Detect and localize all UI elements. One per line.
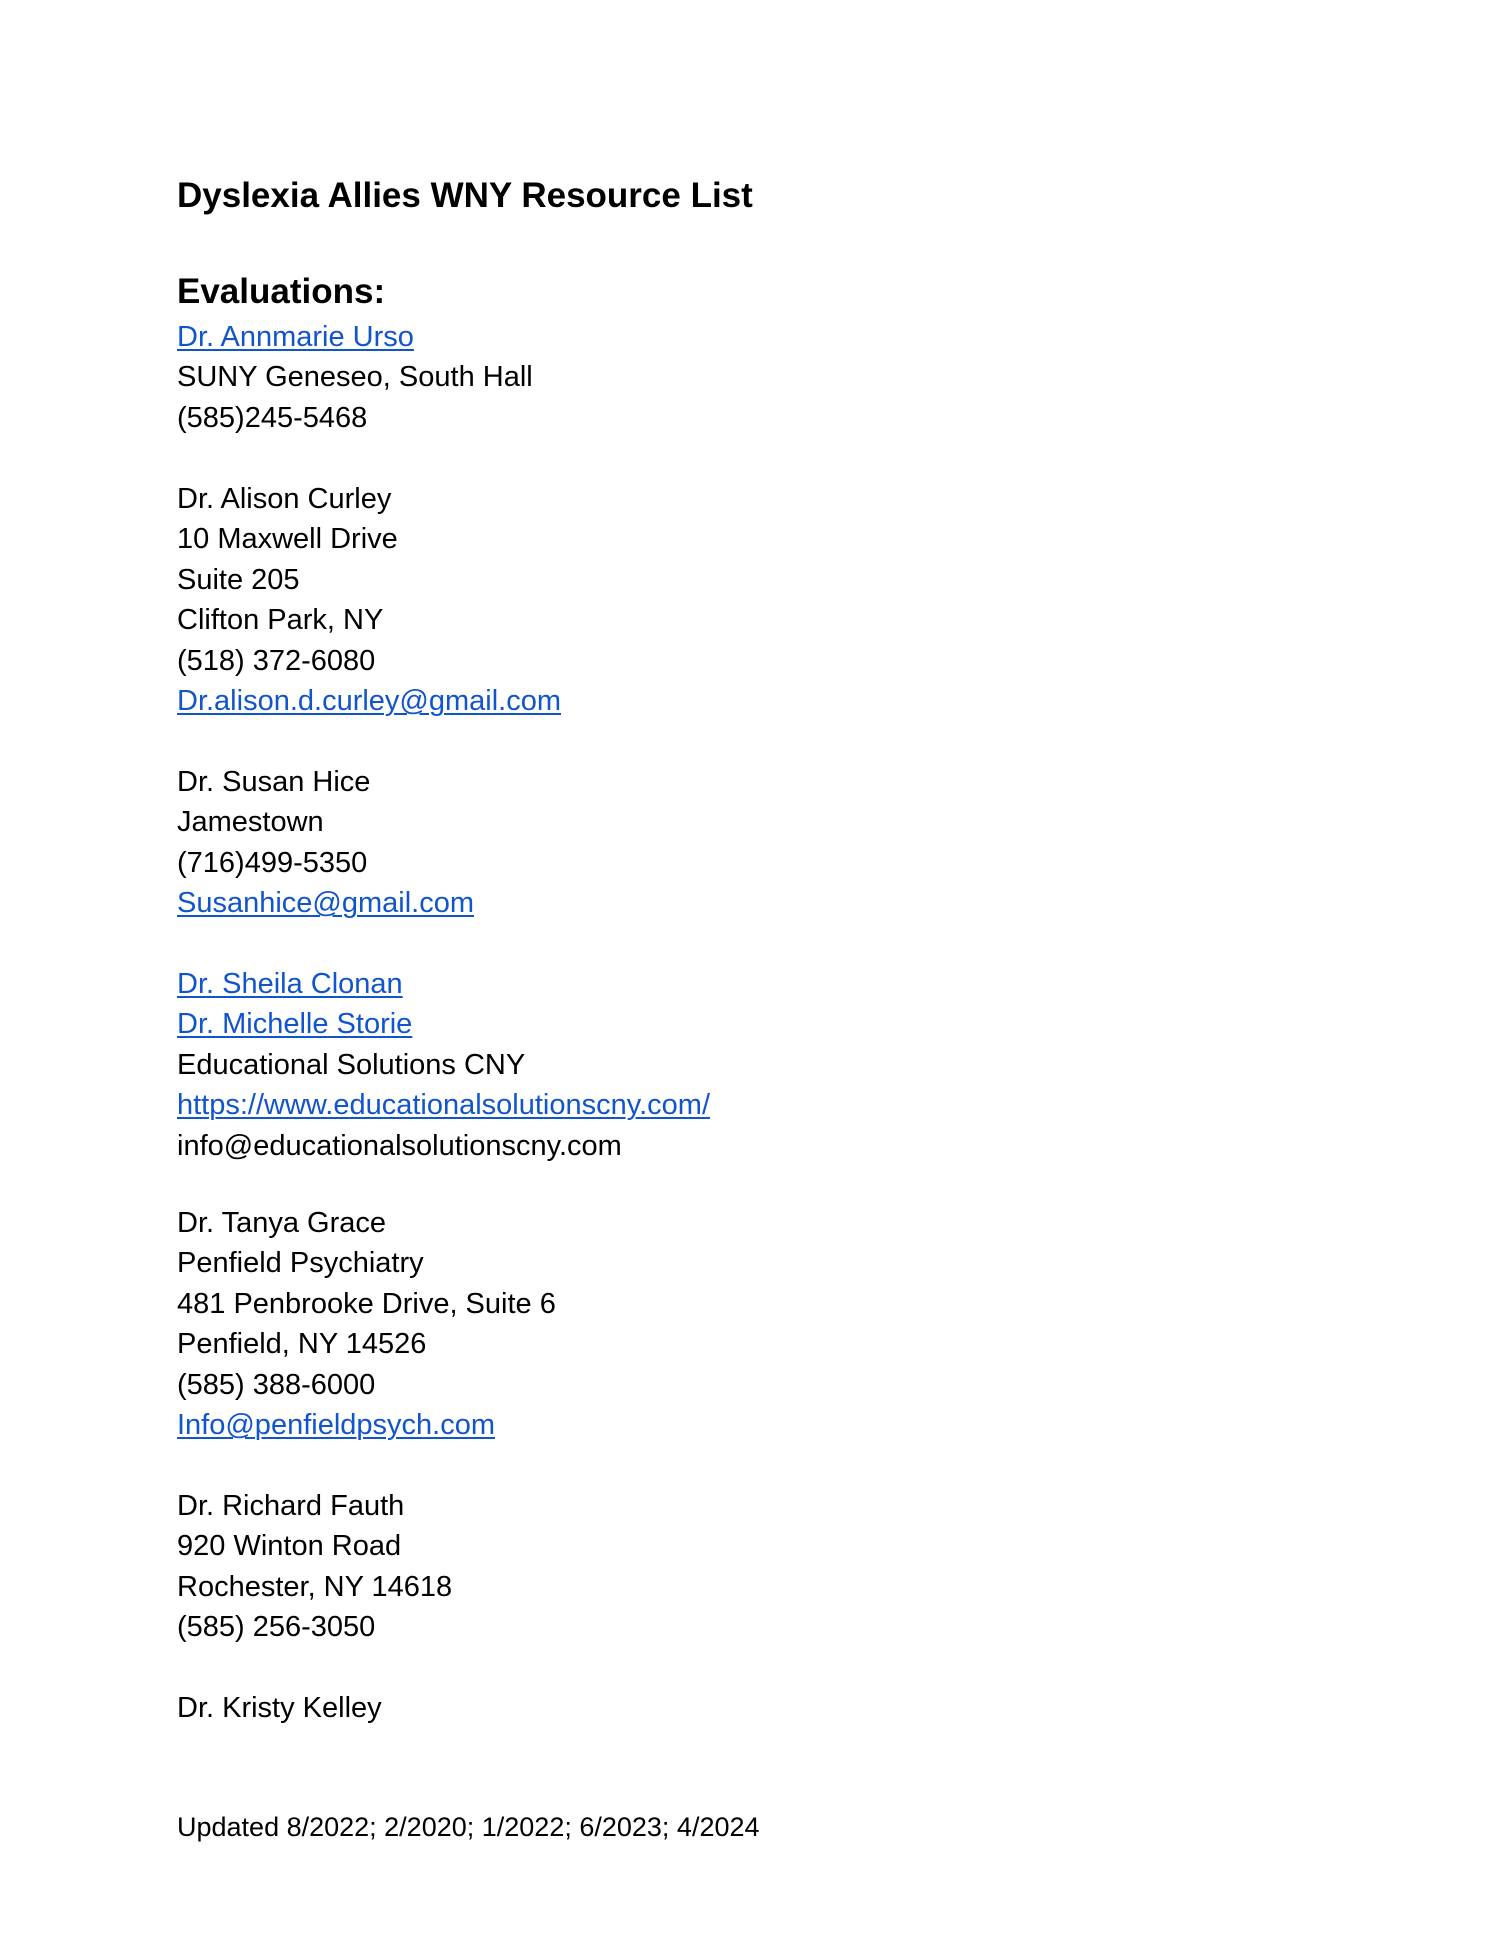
entry-fauth-city: Rochester, NY 14618 [177, 1571, 453, 1603]
updated-footer: Updated 8/2022; 2/2020; 1/2022; 6/2023; 4/2024 [177, 1812, 760, 1842]
entry-grace-name: Dr. Tanya Grace [177, 1207, 387, 1239]
document-title: Dyslexia Allies WNY Resource List [177, 176, 753, 215]
entry-curley-address-line1: 10 Maxwell Drive [177, 523, 398, 555]
entry-fauth-name: Dr. Richard Fauth [177, 1490, 405, 1522]
entry-storie-name-link[interactable]: Dr. Michelle Storie [177, 1008, 413, 1040]
entry-grace-email-link[interactable]: Info@penfieldpsych.com [177, 1409, 495, 1441]
entry-curley-phone: (518) 372-6080 [177, 645, 376, 677]
entry-esc-organization: Educational Solutions CNY [177, 1049, 526, 1081]
entry-fauth-address: 920 Winton Road [177, 1530, 402, 1562]
entry-hice-city: Jamestown [177, 806, 324, 838]
entry-hice-phone: (716)499-5350 [177, 847, 368, 879]
entry-urso-phone: (585)245-5468 [177, 402, 368, 434]
entry-hice-name: Dr. Susan Hice [177, 766, 371, 798]
entry-curley-name: Dr. Alison Curley [177, 483, 392, 515]
entry-grace-phone: (585) 388-6000 [177, 1369, 376, 1401]
entry-kelley-name: Dr. Kristy Kelley [177, 1692, 382, 1724]
entry-curley-city: Clifton Park, NY [177, 604, 384, 636]
entry-grace-address: 481 Penbrooke Drive, Suite 6 [177, 1288, 556, 1320]
entry-curley-email-link[interactable]: Dr.alison.d.curley@gmail.com [177, 685, 562, 717]
entry-grace-organization: Penfield Psychiatry [177, 1247, 424, 1279]
entry-fauth-phone: (585) 256-3050 [177, 1611, 376, 1643]
entry-urso-location: SUNY Geneseo, South Hall [177, 361, 533, 393]
section-heading-evaluations: Evaluations: [177, 272, 386, 311]
entry-grace-city: Penfield, NY 14526 [177, 1328, 427, 1360]
entry-curley-address-line2: Suite 205 [177, 564, 300, 596]
entry-urso-name-link[interactable]: Dr. Annmarie Urso [177, 321, 414, 353]
entry-esc-email: info@educationalsolutionscny.com [177, 1130, 622, 1162]
entry-clonan-name-link[interactable]: Dr. Sheila Clonan [177, 968, 403, 1000]
entry-esc-website-link[interactable]: https://www.educationalsolutionscny.com/ [177, 1089, 711, 1121]
entry-hice-email-link[interactable]: Susanhice@gmail.com [177, 887, 475, 919]
